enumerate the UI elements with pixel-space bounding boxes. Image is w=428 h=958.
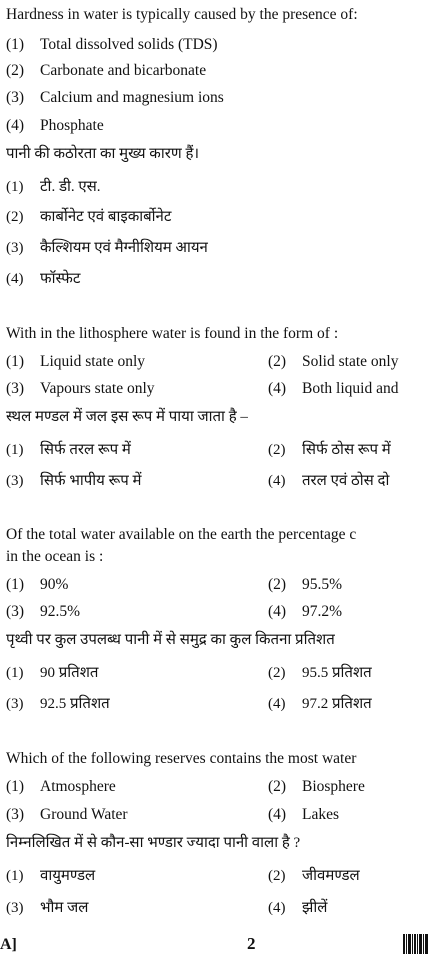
q3-hi-option-3 (6, 695, 110, 713)
option-number: (3) (6, 900, 24, 916)
q3-en-option-2 (268, 576, 342, 594)
option-text: तरल एवं ठोस दो (302, 473, 390, 489)
option-text: सिर्फ ठोस रूप में (302, 442, 391, 458)
footer-booklet-code: A] (0, 936, 17, 953)
q1-en-option-3 (6, 89, 224, 107)
option-number: (4) (268, 603, 287, 620)
option-text: Total dissolved solids (TDS) (40, 36, 218, 53)
option-number: (1) (6, 36, 25, 53)
q4-en-option-4 (268, 806, 339, 824)
option-text: Phosphate (40, 117, 104, 134)
q1-hi-option-2 (6, 208, 171, 226)
q1-en-option-4 (6, 117, 104, 135)
q2-en-option-3 (6, 380, 155, 398)
q3-english-stem: Of the total water available on the earth the percentage c (6, 526, 357, 543)
q3-hi-option-2 (268, 664, 372, 682)
option-text: 92.5% (40, 603, 81, 620)
option-number: (1) (6, 778, 25, 795)
option-number: (4) (268, 473, 286, 489)
option-number: (2) (268, 442, 286, 458)
q1-hindi-stem: पानी की कठोरता का मुख्य कारण हैं। (6, 146, 200, 162)
option-text: झीलें (302, 900, 328, 916)
option-number: (3) (6, 380, 25, 397)
q1-hi-option-3 (6, 239, 208, 257)
option-text: 95.5% (302, 576, 343, 593)
q2-hi-option-1 (6, 441, 131, 459)
option-text: वायुमण्डल (40, 868, 96, 884)
q1-english-stem: Hardness in water is typically caused by the presence of: (6, 6, 358, 23)
q4-hi-option-1 (6, 867, 95, 885)
option-text: Vapours state only (40, 380, 155, 397)
option-number: (2) (6, 62, 25, 79)
option-text: जीवमण्डल (302, 868, 360, 884)
option-text: Atmosphere (40, 778, 116, 795)
option-number: (1) (6, 353, 25, 370)
option-number: (3) (6, 89, 25, 106)
barcode-icon (403, 934, 428, 954)
option-number: (4) (268, 380, 287, 397)
option-text: सिर्फ भापीय रूप में (40, 473, 142, 489)
q4-hi-option-2 (268, 867, 360, 885)
option-text: सिर्फ तरल रूप में (40, 442, 131, 458)
q4-english-stem: Which of the following reserves contains the most water (6, 750, 357, 767)
option-number: (2) (268, 778, 287, 795)
q3-en-option-3 (6, 603, 80, 621)
option-number: (2) (268, 576, 287, 593)
option-text: टी. डी. एस. (40, 179, 101, 195)
q3-en-option-1 (6, 576, 68, 594)
q1-hi-option-1 (6, 178, 101, 196)
q2-en-option-2 (268, 353, 398, 371)
option-text: 95.5 प्रतिशत (302, 665, 372, 681)
q4-en-option-3 (6, 806, 128, 824)
option-text: Liquid state only (40, 353, 146, 370)
q1-en-option-2 (6, 62, 206, 80)
option-text: 92.5 प्रतिशत (40, 696, 110, 712)
option-text: भौम जल (40, 900, 89, 916)
option-number: (2) (268, 868, 286, 884)
q1-en-option-1 (6, 36, 218, 54)
option-number: (3) (6, 240, 24, 256)
option-number: (4) (6, 271, 24, 287)
option-number: (3) (6, 806, 25, 823)
option-text: 90% (40, 576, 69, 593)
option-text: 97.2% (302, 603, 343, 620)
option-text: Lakes (302, 806, 340, 823)
option-text: 90 प्रतिशत (40, 665, 99, 681)
option-number: (4) (268, 696, 286, 712)
option-number: (1) (6, 868, 24, 884)
option-text: फॉस्फेट (40, 271, 81, 287)
option-number: (2) (268, 353, 287, 370)
option-text: कैल्शियम एवं मैग्नीशियम आयन (40, 240, 208, 256)
option-text: Solid state only (302, 353, 399, 370)
option-number: (3) (6, 473, 24, 489)
q2-en-option-4 (268, 380, 398, 398)
q3-english-stem-cont: in the ocean is : (6, 548, 104, 565)
q2-hindi-stem: स्थल मण्डल में जल इस रूप में पाया जाता है – (6, 409, 248, 425)
option-text: Carbonate and bicarbonate (40, 62, 207, 79)
q3-hindi-stem: पृथ्वी पर कुल उपलब्ध पानी में से समुद्र का कुल कितना प्रतिशत (6, 632, 335, 648)
option-number: (4) (6, 117, 25, 134)
q4-hi-option-3 (6, 899, 88, 917)
option-number: (1) (6, 442, 24, 458)
q2-english-stem: With in the lithosphere water is found in the form of : (6, 325, 339, 342)
option-number: (3) (6, 603, 25, 620)
option-number: (3) (6, 696, 24, 712)
option-number: (1) (6, 179, 24, 195)
option-text: Calcium and magnesium ions (40, 89, 224, 106)
option-number: (2) (268, 665, 286, 681)
option-number: (4) (268, 900, 286, 916)
option-number: (1) (6, 665, 24, 681)
option-number: (2) (6, 209, 24, 225)
q2-hi-option-4 (268, 472, 389, 490)
q2-hi-option-3 (6, 472, 142, 490)
page-number: 2 (247, 934, 256, 953)
q2-hi-option-2 (268, 441, 391, 459)
q2-en-option-1 (6, 353, 145, 371)
option-text: 97.2 प्रतिशत (302, 696, 372, 712)
q1-hi-option-4 (6, 270, 80, 288)
q4-en-option-1 (6, 778, 116, 796)
q3-hi-option-4 (268, 695, 372, 713)
option-text: Both liquid and (302, 380, 399, 397)
option-text: Ground Water (40, 806, 128, 823)
option-number: (1) (6, 576, 25, 593)
q4-hindi-stem: निम्नलिखित में से कौन-सा भण्डार ज्यादा पानी वाला है ? (6, 835, 301, 851)
q3-en-option-4 (268, 603, 342, 621)
option-number: (4) (268, 806, 287, 823)
q3-hi-option-1 (6, 664, 98, 682)
q4-hi-option-4 (268, 899, 327, 917)
q4-en-option-2 (268, 778, 365, 796)
option-text: कार्बोनेट एवं बाइकार्बोनेट (40, 209, 172, 225)
option-text: Biosphere (302, 778, 365, 795)
